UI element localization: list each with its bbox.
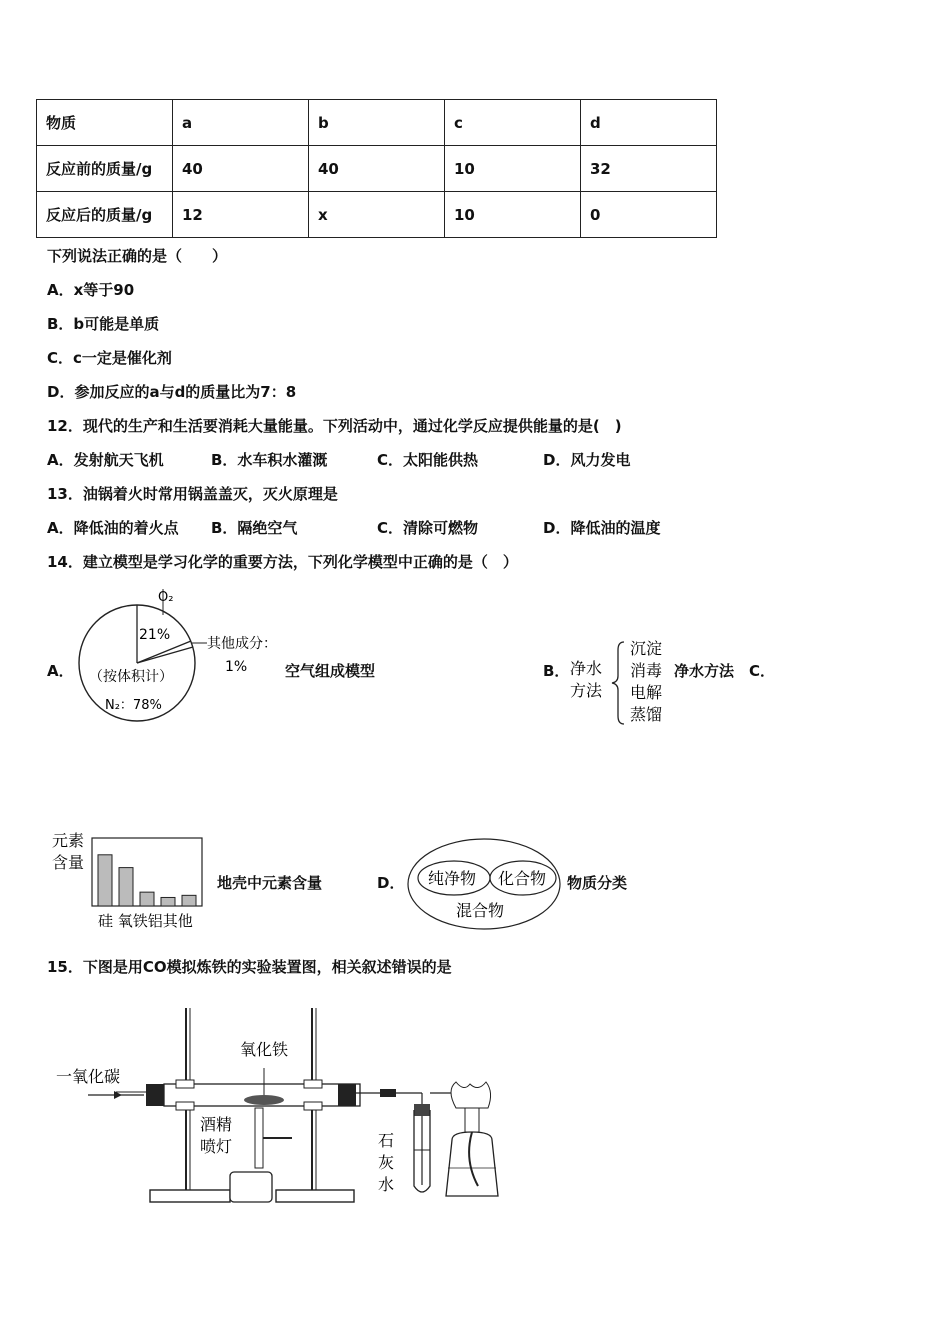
table-cell: 32 xyxy=(581,146,717,192)
table-header-cell: 物质 xyxy=(37,100,173,146)
q14-option-a-caption: 空气组成模型 xyxy=(285,662,376,680)
other-percent: 1% xyxy=(225,659,248,675)
stand-base xyxy=(150,1190,230,1202)
table-header-cell: a xyxy=(173,100,309,146)
chart-ylabel: 含量 xyxy=(52,853,85,872)
bar-铝 xyxy=(161,897,175,906)
q11-option-d[interactable]: D．参加反应的a与d的质量比为7：8 xyxy=(47,383,297,401)
rubber-tube xyxy=(380,1089,396,1097)
chart-ylabel: 元素 xyxy=(52,831,85,850)
q11-option-a[interactable]: A．x等于90 xyxy=(47,281,135,299)
co-label: 一氧化碳 xyxy=(56,1067,121,1086)
table-cell: x xyxy=(309,192,445,238)
table-cell: 40 xyxy=(309,146,445,192)
table-header-cell: c xyxy=(445,100,581,146)
bar-铁 xyxy=(140,892,154,906)
q14-option-c-caption: 地壳中元素含量 xyxy=(217,874,323,892)
mixture-label: 混合物 xyxy=(456,901,505,920)
flame-icon xyxy=(451,1082,491,1108)
q12-option-c[interactable]: C．太阳能供热 xyxy=(377,451,479,469)
pie-radius-line xyxy=(137,641,191,663)
air-composition-model xyxy=(75,585,290,725)
table-cell: 12 xyxy=(173,192,309,238)
q12-option-b[interactable]: B．水车积水灌溉 xyxy=(211,451,328,469)
table-header-cell: b xyxy=(309,100,445,146)
table-cell: 10 xyxy=(445,192,581,238)
purify-item: 电解 xyxy=(630,683,663,702)
q14-option-b-caption: 净水方法 xyxy=(674,662,735,680)
table-cell: 0 xyxy=(581,192,717,238)
q14-option-c-letter[interactable]: C． xyxy=(749,662,776,680)
table-header-cell: d xyxy=(581,100,717,146)
other-label: 其他成分： xyxy=(207,636,277,652)
table-row xyxy=(37,146,717,192)
lamp-tube xyxy=(255,1108,263,1168)
q12-option-a[interactable]: A．发射航天飞机 xyxy=(47,451,164,469)
table-cell: 10 xyxy=(445,146,581,192)
q13-option-b[interactable]: B．隔绝空气 xyxy=(211,519,298,537)
stopper xyxy=(146,1084,164,1106)
q11-option-c[interactable]: C．c一定是催化剂 xyxy=(47,349,172,367)
lamp-label: 喷灯 xyxy=(200,1137,233,1156)
purify-item: 消毒 xyxy=(630,661,663,680)
q13-option-d[interactable]: D．降低油的温度 xyxy=(543,519,661,537)
iron-oxide-label: 氧化铁 xyxy=(240,1040,289,1059)
water-purification-model xyxy=(566,636,672,728)
q13-option-a[interactable]: A．降低油的着火点 xyxy=(47,519,179,537)
purify-item: 沉淀 xyxy=(630,639,663,658)
bar-其他 xyxy=(182,895,196,906)
table-cell: 40 xyxy=(173,146,309,192)
stopper xyxy=(414,1104,430,1116)
crust-element-chart xyxy=(48,828,208,932)
n2-label: N₂：78% xyxy=(105,698,162,713)
purify-left-text: 净水 xyxy=(570,659,603,678)
clamp xyxy=(304,1102,322,1110)
compound-label: 化合物 xyxy=(498,869,547,888)
q13-option-c[interactable]: C．清除可燃物 xyxy=(377,519,479,537)
o2-label: O₂ xyxy=(158,590,174,605)
q14-option-b-letter[interactable]: B． xyxy=(543,662,570,680)
matter-classification-model xyxy=(404,836,566,934)
co-ironmaking-apparatus xyxy=(50,1000,510,1210)
lamp-wick-holder xyxy=(465,1108,479,1132)
table-cell: 反应前的质量/g xyxy=(37,146,173,192)
stopper xyxy=(338,1084,356,1106)
table-cell: 反应后的质量/g xyxy=(37,192,173,238)
q14-option-a-letter[interactable]: A． xyxy=(47,662,74,680)
q11-stem: 下列说法正确的是（ ） xyxy=(47,247,228,265)
limewater-label: 水 xyxy=(378,1175,395,1194)
bar-硅 xyxy=(98,855,112,906)
brace-icon xyxy=(612,642,624,724)
o2-percent: 21% xyxy=(139,627,171,643)
stand-base xyxy=(276,1190,354,1202)
purify-left-text: 方法 xyxy=(570,681,603,700)
q14-stem: 14．建立模型是学习化学的重要方法，下列化学模型中正确的是（ ） xyxy=(47,553,518,571)
table-row xyxy=(37,192,717,238)
chart-bars xyxy=(98,855,196,906)
q13-stem: 13．油锅着火时常用锅盖盖灭，灭火原理是 xyxy=(47,485,338,503)
q14-option-d-caption: 物质分类 xyxy=(567,874,628,892)
alcohol-blast-lamp xyxy=(230,1172,272,1202)
purify-item: 蒸馏 xyxy=(630,705,663,724)
limewater-label: 灰 xyxy=(378,1153,395,1172)
bar-氧 xyxy=(119,868,133,906)
q15-stem: 15．下图是用CO模拟炼铁的实验装置图，相关叙述错误的是 xyxy=(47,958,452,976)
clamp xyxy=(304,1080,322,1088)
chart-category-labels: 硅 氧铁铝其他 xyxy=(98,912,193,930)
mass-table xyxy=(36,99,717,238)
limewater-label: 石 xyxy=(378,1131,395,1150)
pie-center-note: （按体积计） xyxy=(89,669,173,685)
table-header-row xyxy=(37,100,717,146)
iron-oxide-sample xyxy=(244,1095,284,1105)
lamp-label: 酒精 xyxy=(200,1115,233,1134)
clamp xyxy=(176,1102,194,1110)
q12-option-d[interactable]: D．风力发电 xyxy=(543,451,631,469)
pie-radius-line xyxy=(137,647,193,663)
q14-option-d-letter[interactable]: D． xyxy=(377,874,405,892)
q12-stem: 12．现代的生产和生活要消耗大量能量。下列活动中，通过化学反应提供能量的是( ) xyxy=(47,417,622,435)
clamp xyxy=(176,1080,194,1088)
alcohol-lamp xyxy=(446,1132,498,1196)
q11-option-b[interactable]: B．b可能是单质 xyxy=(47,315,160,333)
pure-substance-label: 纯净物 xyxy=(428,869,477,888)
